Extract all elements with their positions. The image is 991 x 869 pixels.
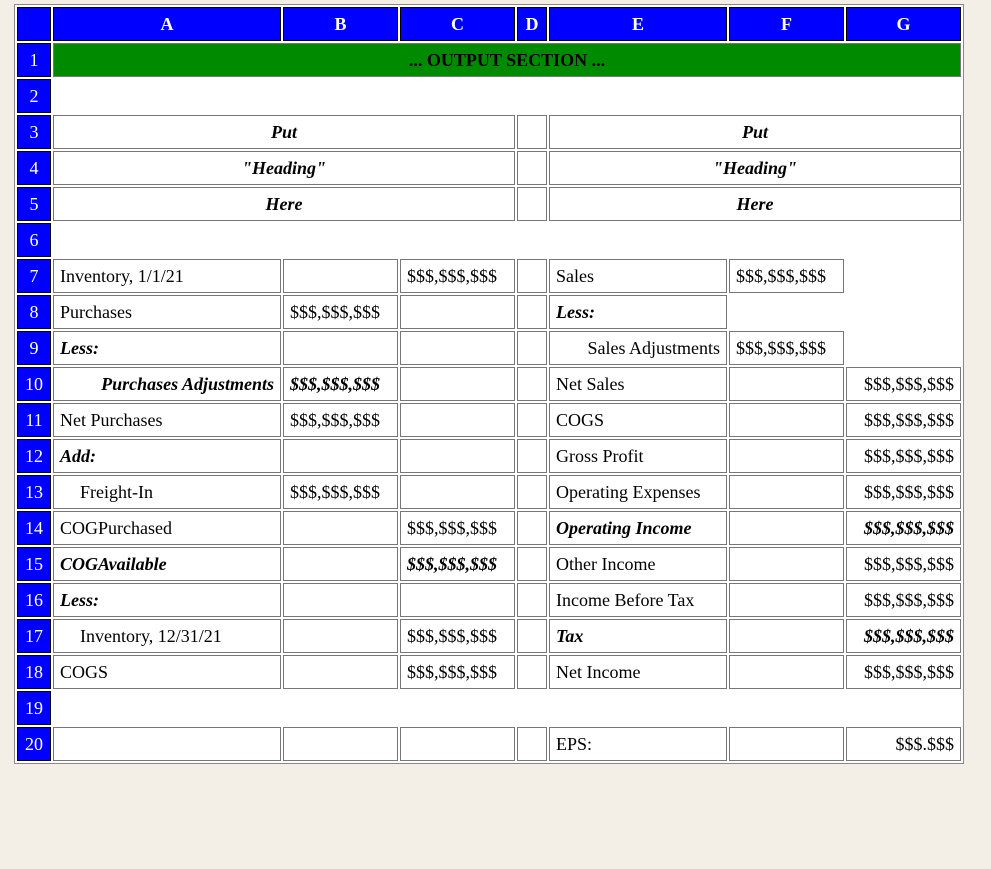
purchases-adjustments-value[interactable]: $$$,$$$,$$$ xyxy=(283,367,398,401)
cell-g8[interactable] xyxy=(846,295,961,329)
inventory-start-label[interactable]: Inventory, 1/1/21 xyxy=(53,259,281,293)
column-header-g[interactable]: G xyxy=(846,7,961,41)
row-header-7[interactable]: 7 xyxy=(17,259,51,293)
sales-label[interactable]: Sales xyxy=(549,259,727,293)
row-19 xyxy=(17,691,961,725)
row-2 xyxy=(17,79,961,113)
cell-d11[interactable] xyxy=(517,403,547,437)
cell-f20[interactable] xyxy=(729,727,844,761)
heading-line2-right[interactable]: "Heading" xyxy=(549,151,961,185)
column-header-row xyxy=(17,7,961,41)
tax-value[interactable]: $$$,$$$,$$$ xyxy=(846,619,961,653)
cell-b18[interactable] xyxy=(283,655,398,689)
row-11 xyxy=(17,403,961,437)
inventory-less-label[interactable]: Less: xyxy=(53,583,281,617)
cell-f14[interactable] xyxy=(729,511,844,545)
operating-income-label[interactable]: Operating Income xyxy=(549,511,727,545)
row-3 xyxy=(17,115,961,149)
cog-available-label[interactable]: COGAvailable xyxy=(53,547,281,581)
eps-value[interactable]: $$$.$$$ xyxy=(846,727,961,761)
row-header-14[interactable]: 14 xyxy=(17,511,51,545)
operating-income-value[interactable]: $$$,$$$,$$$ xyxy=(846,511,961,545)
row-header-10[interactable]: 10 xyxy=(17,367,51,401)
row-6 xyxy=(17,223,961,257)
row-header-8[interactable]: 8 xyxy=(17,295,51,329)
row-header-9[interactable]: 9 xyxy=(17,331,51,365)
purchases-less-label[interactable]: Less: xyxy=(53,331,281,365)
purchases-label[interactable]: Purchases xyxy=(53,295,281,329)
spreadsheet-grid xyxy=(15,5,963,763)
corner-cell[interactable] xyxy=(17,7,51,41)
cell-a20[interactable] xyxy=(53,727,281,761)
other-income-label[interactable]: Other Income xyxy=(549,547,727,581)
income-before-tax-label[interactable]: Income Before Tax xyxy=(549,583,727,617)
heading-line1-left[interactable]: Put xyxy=(53,115,515,149)
operating-expenses-label[interactable]: Operating Expenses xyxy=(549,475,727,509)
heading-line2-left[interactable]: "Heading" xyxy=(53,151,515,185)
cell-c12[interactable] xyxy=(400,439,515,473)
sales-adjustments-value[interactable]: $$$,$$$,$$$ xyxy=(729,331,844,365)
sales-less-label[interactable]: Less: xyxy=(549,295,727,329)
cog-purchased-label[interactable]: COGPurchased xyxy=(53,511,281,545)
cell-c10[interactable] xyxy=(400,367,515,401)
row-1 xyxy=(17,43,961,77)
freight-in-value[interactable]: $$$,$$$,$$$ xyxy=(283,475,398,509)
cell-c20[interactable] xyxy=(400,727,515,761)
cogs-right-value[interactable]: $$$,$$$,$$$ xyxy=(846,403,961,437)
row-8 xyxy=(17,295,961,329)
row-header-20[interactable]: 20 xyxy=(17,727,51,761)
cogs-left-value[interactable]: $$$,$$$,$$$ xyxy=(400,655,515,689)
cell-c8[interactable] xyxy=(400,295,515,329)
blank-cell[interactable] xyxy=(53,223,961,257)
inventory-start-value[interactable]: $$$,$$$,$$$ xyxy=(400,259,515,293)
freight-in-label[interactable]: Freight-In xyxy=(53,475,281,509)
row-header-2[interactable]: 2 xyxy=(17,79,51,113)
row-15 xyxy=(17,547,961,581)
cell-d10[interactable] xyxy=(517,367,547,401)
inventory-end-label[interactable]: Inventory, 12/31/21 xyxy=(53,619,281,653)
column-header-f[interactable]: F xyxy=(729,7,844,41)
cog-available-value[interactable]: $$$,$$$,$$$ xyxy=(400,547,515,581)
cogs-right-label[interactable]: COGS xyxy=(549,403,727,437)
column-header-b[interactable]: B xyxy=(283,7,398,41)
cell-d13[interactable] xyxy=(517,475,547,509)
column-header-d[interactable]: D xyxy=(517,7,547,41)
purchases-adjustments-label[interactable]: Purchases Adjustments xyxy=(53,367,281,401)
cell-d17[interactable] xyxy=(517,619,547,653)
cell-b14[interactable] xyxy=(283,511,398,545)
row-header-17[interactable]: 17 xyxy=(17,619,51,653)
cell-d4[interactable] xyxy=(517,151,547,185)
blank-cell[interactable] xyxy=(53,691,961,725)
net-sales-value[interactable]: $$$,$$$,$$$ xyxy=(846,367,961,401)
row-header-4[interactable]: 4 xyxy=(17,151,51,185)
spreadsheet xyxy=(14,4,964,764)
row-5 xyxy=(17,187,961,221)
row-7 xyxy=(17,259,961,293)
add-label[interactable]: Add: xyxy=(53,439,281,473)
sales-value[interactable]: $$$,$$$,$$$ xyxy=(729,259,844,293)
cell-f10[interactable] xyxy=(729,367,844,401)
row-9 xyxy=(17,331,961,365)
cell-d5[interactable] xyxy=(517,187,547,221)
cell-b12[interactable] xyxy=(283,439,398,473)
row-18 xyxy=(17,655,961,689)
row-header-6[interactable]: 6 xyxy=(17,223,51,257)
output-section-banner[interactable]: ... OUTPUT SECTION ... xyxy=(53,43,961,77)
heading-line3-right[interactable]: Here xyxy=(549,187,961,221)
row-4 xyxy=(17,151,961,185)
cell-g9[interactable] xyxy=(846,331,961,365)
cogs-left-label[interactable]: COGS xyxy=(53,655,281,689)
other-income-value[interactable]: $$$,$$$,$$$ xyxy=(846,547,961,581)
cell-b15[interactable] xyxy=(283,547,398,581)
row-20 xyxy=(17,727,961,761)
cell-c13[interactable] xyxy=(400,475,515,509)
row-header-3[interactable]: 3 xyxy=(17,115,51,149)
column-header-c[interactable]: C xyxy=(400,7,515,41)
row-header-13[interactable]: 13 xyxy=(17,475,51,509)
cell-f12[interactable] xyxy=(729,439,844,473)
cell-b7[interactable] xyxy=(283,259,398,293)
gross-profit-value[interactable]: $$$,$$$,$$$ xyxy=(846,439,961,473)
cell-c9[interactable] xyxy=(400,331,515,365)
row-header-11[interactable]: 11 xyxy=(17,403,51,437)
cell-f13[interactable] xyxy=(729,475,844,509)
cell-b17[interactable] xyxy=(283,619,398,653)
inventory-end-value[interactable]: $$$,$$$,$$$ xyxy=(400,619,515,653)
cell-f8[interactable] xyxy=(729,295,844,329)
purchases-value[interactable]: $$$,$$$,$$$ xyxy=(283,295,398,329)
heading-line1-right[interactable]: Put xyxy=(549,115,961,149)
row-header-19[interactable]: 19 xyxy=(17,691,51,725)
row-header-5[interactable]: 5 xyxy=(17,187,51,221)
cell-f16[interactable] xyxy=(729,583,844,617)
row-12 xyxy=(17,439,961,473)
cell-c16[interactable] xyxy=(400,583,515,617)
cell-d9[interactable] xyxy=(517,331,547,365)
net-income-label[interactable]: Net Income xyxy=(549,655,727,689)
sales-adjustments-label[interactable]: Sales Adjustments xyxy=(549,331,727,365)
cell-f15[interactable] xyxy=(729,547,844,581)
cell-b20[interactable] xyxy=(283,727,398,761)
cell-b16[interactable] xyxy=(283,583,398,617)
row-10 xyxy=(17,367,961,401)
cell-d12[interactable] xyxy=(517,439,547,473)
income-before-tax-value[interactable]: $$$,$$$,$$$ xyxy=(846,583,961,617)
cell-d16[interactable] xyxy=(517,583,547,617)
cell-c11[interactable] xyxy=(400,403,515,437)
cell-f17[interactable] xyxy=(729,619,844,653)
eps-label[interactable]: EPS: xyxy=(549,727,727,761)
row-13 xyxy=(17,475,961,509)
cell-d15[interactable] xyxy=(517,547,547,581)
cell-f11[interactable] xyxy=(729,403,844,437)
row-header-18[interactable]: 18 xyxy=(17,655,51,689)
column-header-a[interactable]: A xyxy=(53,7,281,41)
cell-d20[interactable] xyxy=(517,727,547,761)
net-purchases-value[interactable]: $$$,$$$,$$$ xyxy=(283,403,398,437)
row-17 xyxy=(17,619,961,653)
net-purchases-label[interactable]: Net Purchases xyxy=(53,403,281,437)
row-header-15[interactable]: 15 xyxy=(17,547,51,581)
tax-label[interactable]: Tax xyxy=(549,619,727,653)
cell-f18[interactable] xyxy=(729,655,844,689)
cell-d7[interactable] xyxy=(517,259,547,293)
row-header-1[interactable]: 1 xyxy=(17,43,51,77)
cell-b9[interactable] xyxy=(283,331,398,365)
column-header-e[interactable]: E xyxy=(549,7,727,41)
heading-line3-left[interactable]: Here xyxy=(53,187,515,221)
net-sales-label[interactable]: Net Sales xyxy=(549,367,727,401)
cell-d3[interactable] xyxy=(517,115,547,149)
gross-profit-label[interactable]: Gross Profit xyxy=(549,439,727,473)
row-14 xyxy=(17,511,961,545)
cell-d14[interactable] xyxy=(517,511,547,545)
cell-d8[interactable] xyxy=(517,295,547,329)
row-16 xyxy=(17,583,961,617)
row-header-12[interactable]: 12 xyxy=(17,439,51,473)
cell-d18[interactable] xyxy=(517,655,547,689)
cog-purchased-value[interactable]: $$$,$$$,$$$ xyxy=(400,511,515,545)
blank-cell[interactable] xyxy=(53,79,961,113)
row-header-16[interactable]: 16 xyxy=(17,583,51,617)
net-income-value[interactable]: $$$,$$$,$$$ xyxy=(846,655,961,689)
operating-expenses-value[interactable]: $$$,$$$,$$$ xyxy=(846,475,961,509)
cell-g7[interactable] xyxy=(846,259,961,293)
